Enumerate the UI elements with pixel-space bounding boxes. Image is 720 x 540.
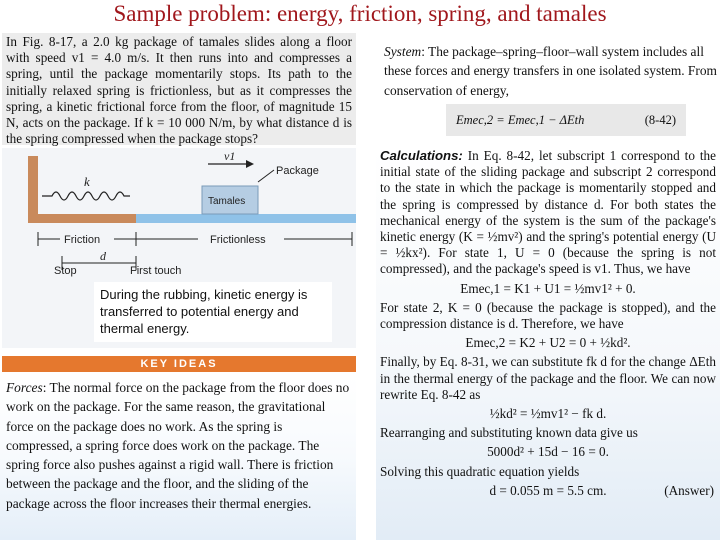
eq-842-expr: Emec,2 = Emec,1 − ΔEth — [456, 113, 585, 127]
key-ideas-bar: KEY IDEAS — [2, 356, 356, 372]
forces-body: : The normal force on the package from the floor does no work on the package. For the same reason, the gravitational force on the package does no work. As the spring is compressed, a spring force does work on the package. The spring force also pushes against a rigid wall. There is friction between the package and the floor, and the sliding of the package across the floor increases their thermal energies. — [6, 380, 350, 511]
k-label: k — [84, 174, 90, 189]
eq-842-number: (8-42) — [644, 113, 676, 127]
system-label: System — [384, 44, 422, 59]
calc-label: Calculations: — [380, 148, 463, 163]
calc-eq-3: ½kd² = ½mv1² − fk d. — [489, 406, 607, 422]
calc-eq-1: Emec,1 = K1 + U1 = ½mv1² + 0. — [460, 280, 636, 296]
calc-eq-5-row — [376, 483, 720, 499]
equation-8-42 — [446, 104, 686, 136]
friction-label: Friction — [64, 234, 101, 246]
system-body: : The package–spring–floor–wall system includes all these forces and energy transfers in one isolated system. From conservation of energy, — [384, 44, 717, 98]
calc-para-3: Finally, by Eq. 8-31, we can substitute fk d for the change ΔEth in the thermal energy of the package and the floor. We can now rewrite Eq. 8-42 as — [380, 354, 716, 402]
d-label: d — [100, 249, 106, 263]
spring — [42, 192, 130, 200]
slide-title: Sample problem: energy, friction, spring, and tamales — [113, 1, 607, 26]
calc-para-2: For state 2, K = 0 (because the package is stopped), and the compression distance is d. Therefore, we have — [380, 299, 716, 332]
answer-label: (Answer) — [664, 482, 714, 498]
floor-friction — [28, 214, 136, 223]
problem-statement: In Fig. 8-17, a 2.0 kg package of tamales slides along a floor with speed v1 = 4.0 m/s. It then runs into and compresses a spring, until the package momentarily stops. Its path to the initially relaxed spring is frictionless, but as it compresses the spring, a kinetic frictional force from the floor, of magnitude 15 N, acts on the package. If k = 10 000 N/m, by what distance d is the spring compressed when the package stops? — [2, 33, 356, 145]
calc-eq-5: d = 0.055 m = 5.5 cm. — [489, 482, 607, 498]
calc-para-1 — [376, 148, 720, 278]
forces-text — [0, 376, 356, 540]
first-touch-label: First touch — [130, 265, 182, 277]
frictionless-label: Frictionless — [210, 234, 266, 246]
velocity-arrowhead — [246, 160, 254, 168]
calc-para-5: Solving this quadratic equation yields — [380, 463, 580, 479]
box-label: Tamales — [208, 196, 246, 207]
forces-label: Forces — [6, 380, 43, 395]
figure-8-17 — [2, 148, 356, 348]
calc-eq-2: Emec,2 = K2 + U2 = 0 + ½kd². — [465, 335, 631, 351]
calculations-panel — [376, 148, 720, 540]
wall — [28, 156, 38, 218]
package-pointer — [258, 170, 274, 182]
v1-label: v1 — [224, 149, 236, 163]
figure-caption: During the rubbing, kinetic energy is transferred to potential energy and thermal energy. — [94, 282, 332, 342]
calc-eq-4: 5000d² + 15d − 16 = 0. — [487, 444, 609, 460]
calc-p1: In Eq. 8-42, let subscript 1 correspond to the initial state of the sliding package and subscript 2 correspond to the state in which the package is momentarily stopped and the spring is compressed by distance d. For both states the mechanical energy of the system is the sum of the package's kinetic energy (K = ½mv²) and the spring's potential energy (U = ½kx²). For state 1, U = 0 (because the spring is not compressed), and the package's speed is v1. Thus, we have — [380, 148, 716, 277]
calc-para-4: Rearranging and substituting known data give us — [380, 425, 638, 441]
package-label: Package — [276, 165, 319, 177]
stop-label: Stop — [54, 265, 77, 277]
floor-frictionless — [136, 214, 356, 223]
